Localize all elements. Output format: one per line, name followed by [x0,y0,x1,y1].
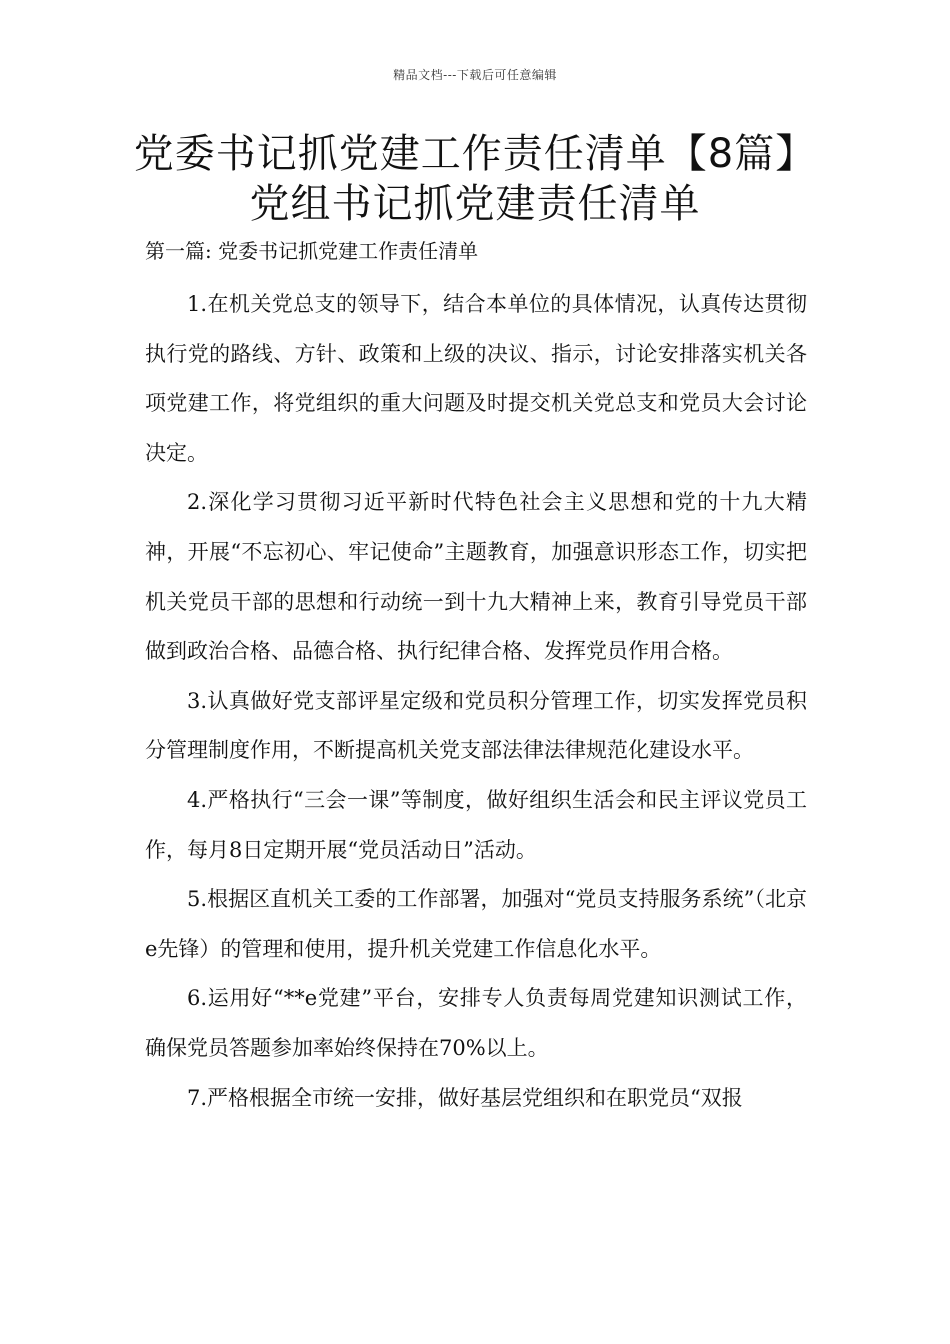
paragraph-3: 3.认真做好党支部评星定级和党员积分管理工作，切实发挥党员积分管理制度作用，不断提高机关党支部法律法律规范化建设水平。 [145,688,807,763]
section-heading: 第一篇: 党委书记抓党建工作责任清单 [145,239,479,263]
paragraph-6: 6.运用好“**e党建”平台，安排专人负责每周党建知识测试工作，确保党员答题参加率始终保持在70%以上。 [145,986,807,1060]
paragraph-4: 4.严格执行“三会一课”等制度，做好组织生活会和民主评议党员工作，每月8日定期开展“党员活动日”活动。 [145,787,807,862]
document-body [145,280,807,1123]
document-title-line-1: 党委书记抓党建工作责任清单【8篇】 [133,131,817,177]
paragraph-2: 2.深化学习贯彻习近平新时代特色社会主义思想和党的十九大精神，开展“不忘初心、牢记使命”主题教育，加强意识形态工作，切实把机关党员干部的思想和行动统一到十九大精神上来，教育引导党员干部做到政治合格、品德合格、执行纪律合格、发挥党员作用合格。 [145,490,807,664]
header-note: 精品文档---下载后可任意编辑 [393,68,557,82]
paragraph-1: 1.在机关党总支的领导下，结合本单位的具体情况，认真传达贯彻执行党的路线、方针、政策和上级的决议、指示，讨论安排落实机关各项党建工作，将党组织的重大问题及时提交机关党总支和党员大会讨论决定。 [145,292,807,465]
document-title-line-2: 党组书记抓党建责任清单 [249,181,701,227]
paragraph-7: 7.严格根据全市统一安排，做好基层党组织和在职党员“双报 [187,1085,743,1110]
paragraph-5: 5.根据区直机关工委的工作部署，加强对“党员支持服务系统”（北京e先锋）的管理和使用，提升机关党建工作信息化水平。 [145,887,807,961]
